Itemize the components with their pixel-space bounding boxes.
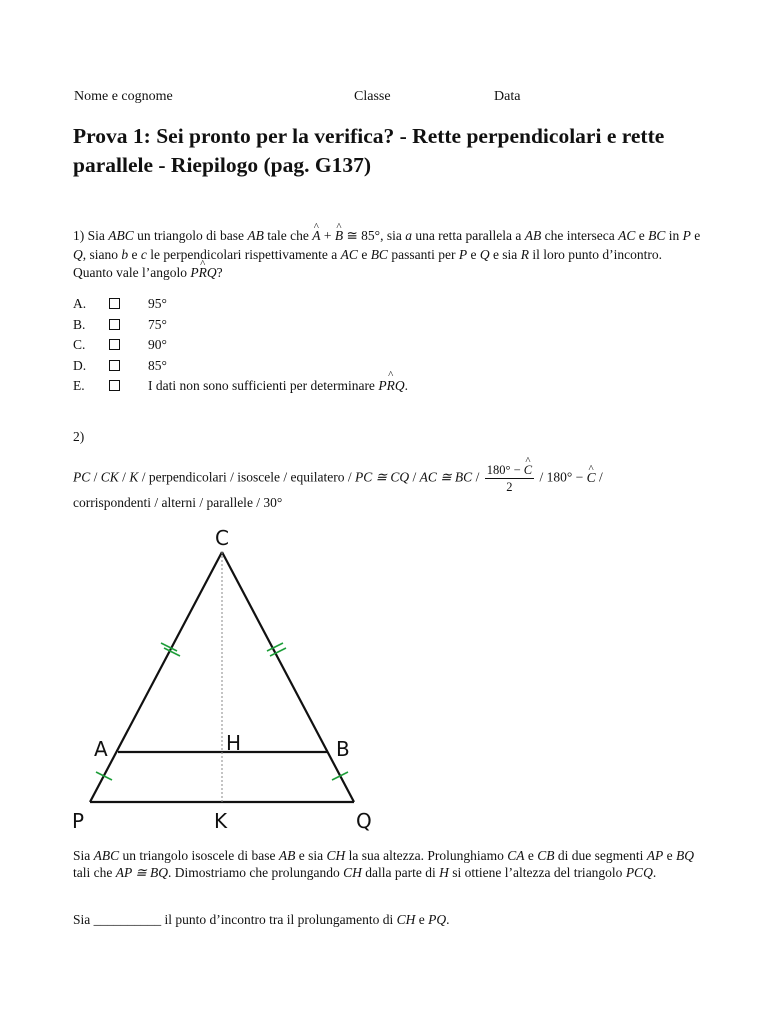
para-text: un triangolo isoscele di base (119, 848, 279, 863)
option-letter: C. (73, 337, 86, 352)
para-text: . Dimostriamo che prolungando (168, 865, 344, 880)
q1-text: e (467, 246, 480, 262)
tick-cb-1 (267, 643, 283, 651)
para-math: CB (537, 848, 555, 863)
q1-math: P (682, 228, 691, 243)
q1-math: BC (370, 246, 388, 262)
para-text: tali che (73, 865, 116, 880)
word-bank-item: AC ≅ BC (419, 469, 473, 485)
class-label: Classe (354, 89, 391, 104)
q1-math: a (405, 228, 412, 243)
q1-text: , sia (380, 228, 406, 243)
q1-math: P (190, 265, 199, 280)
para-math: AP (646, 848, 664, 863)
checkbox-icon[interactable] (109, 380, 120, 391)
option-text: 90° (148, 337, 167, 352)
segment-cp (90, 552, 222, 802)
q1-text: il loro punto d’incontro. Quanto vale l’angolo (73, 246, 663, 280)
para-text: . (652, 865, 657, 880)
para-text: Sia (73, 848, 94, 863)
label-k: K (214, 809, 228, 833)
q1-text: + (320, 228, 335, 243)
name-label: Nome e cognome (74, 89, 173, 104)
para2-text: . (446, 912, 450, 927)
para-text: e (524, 848, 538, 863)
para-text: e (663, 848, 676, 863)
label-a: A (94, 737, 108, 761)
para2-text: Sia __________ il punto d’incontro tra il prolungamento di (73, 912, 397, 927)
para-text: la sua altezza. Prolunghiamo (345, 848, 508, 863)
q1-math: R (520, 246, 529, 262)
angle-a-hat: ^ A (312, 227, 320, 246)
q1-text: una retta parallela a (411, 228, 525, 243)
q1-text: e (635, 228, 649, 243)
angle-c-hat: ^ C (524, 462, 532, 478)
para-text: si ottiene l’altezza del triangolo (448, 865, 626, 880)
isosceles-triangle-figure (60, 520, 400, 835)
option-letter: D. (73, 357, 87, 373)
date-label: Data (494, 89, 521, 104)
option-text: 95° (148, 296, 167, 311)
label-h: H (226, 731, 242, 755)
q1-math: c (140, 246, 147, 262)
q1-math: AC (340, 246, 358, 262)
para-math: ABC (93, 848, 120, 863)
q1-math: b (121, 246, 129, 262)
para-math: CA (507, 848, 525, 863)
para2-math: PQ (428, 912, 447, 927)
page-title: Prova 1: Sei pronto per la verifica? - Rette perpendicolari e rette parallele - Riepilogo (pag. G137) (73, 124, 665, 177)
q1-text: che interseca (541, 228, 619, 243)
q1-text: ? (216, 265, 223, 280)
q1-math: BC (648, 228, 666, 243)
checkbox-icon[interactable] (109, 319, 120, 330)
word-bank-sep: / (595, 469, 603, 485)
para-math: AP ≅ BQ (115, 865, 169, 880)
q1-text: tale che (263, 228, 313, 243)
q1-text: , siano (82, 246, 122, 262)
word-bank-sep: / (90, 469, 101, 485)
q1-math: Q (206, 265, 217, 280)
word-bank-line-2: corrispondenti / alterni / parallele / 30° (73, 495, 283, 510)
para-text: e sia (295, 848, 327, 863)
para2-math: CH (396, 912, 416, 927)
word-bank-sep: / (472, 469, 480, 485)
word-bank-sep: / (409, 469, 420, 485)
fraction (485, 462, 534, 495)
checkbox-icon[interactable] (109, 360, 120, 371)
angle-r-hat: ^ R (199, 264, 207, 283)
angle-r-hat: ^ R (387, 378, 395, 394)
q1-text: 1) Sia (73, 228, 109, 243)
q1-text: e (357, 246, 371, 262)
q1-text: le perpendicolari rispettivamente a (146, 246, 341, 262)
word-bank-sep: / perpendicolari / isoscele / equilatero / (138, 469, 356, 485)
option-text: 75° (148, 316, 167, 332)
fill-in-sentence (73, 912, 449, 928)
q1-math: AB (247, 228, 264, 243)
angle-b-hat: ^ B (335, 227, 343, 246)
para-math: PCQ (625, 865, 653, 880)
para-text: dalla parte di (361, 865, 440, 880)
word-bank (73, 462, 713, 495)
label-c: C (215, 526, 229, 550)
option-letter: E. (73, 378, 85, 393)
para-math: CH (343, 865, 362, 880)
fraction-numerator (485, 462, 534, 479)
q1-text: e (128, 246, 141, 262)
option-text-main: I dati non sono sufficienti per determinare (148, 378, 379, 393)
option-text (148, 378, 408, 394)
q1-text: e sia (489, 246, 521, 262)
word-bank-item: PC ≅ CQ (355, 469, 410, 485)
para2-text: e (415, 912, 429, 927)
word-bank-item: K (129, 469, 139, 485)
congruence-ticks (96, 643, 348, 780)
word-bank-item: CK (100, 469, 119, 485)
q1-math: P (458, 246, 468, 262)
para-text: di due segmenti (554, 848, 647, 863)
option-math: P (378, 378, 387, 393)
question-1-text (73, 227, 703, 283)
q1-math: AB (524, 228, 542, 243)
option-text: 85° (148, 357, 167, 373)
q1-text: passanti per (387, 246, 459, 262)
checkbox-icon[interactable] (109, 298, 120, 309)
q1-math: Q (479, 246, 490, 262)
label-q: Q (356, 809, 372, 833)
label-b: B (336, 737, 350, 761)
question-2-label: 2) (73, 429, 85, 444)
angle-c-hat: ^ C (587, 469, 596, 487)
word-bank-item: PC (73, 469, 91, 485)
option-math: Q (394, 378, 405, 393)
q1-math: ABC (108, 228, 134, 243)
para-math: CH (326, 848, 346, 863)
para-math: AB (278, 848, 296, 863)
segment-cq (222, 552, 354, 802)
q1-math: AC (618, 228, 636, 243)
checkbox-icon[interactable] (109, 339, 120, 350)
para-math: H (439, 865, 449, 880)
word-bank-sep: / (118, 469, 130, 485)
word-bank-sep: / 180° − (536, 469, 587, 485)
fraction-denominator: 2 (506, 480, 513, 494)
option-letter: B. (73, 316, 86, 332)
option-text-end: . (404, 378, 408, 393)
q1-math: Q (73, 246, 83, 262)
option-letter: A. (73, 296, 87, 311)
para-math: BQ (675, 848, 694, 863)
fraction-num-text: 180° − (486, 463, 524, 477)
q1-text: in (665, 228, 683, 243)
q1-text: un triangolo di base (133, 228, 248, 243)
q1-math: ≅ 85° (343, 228, 381, 243)
q1-text: e (690, 228, 701, 243)
label-p: P (72, 809, 85, 833)
proof-paragraph (73, 847, 703, 881)
